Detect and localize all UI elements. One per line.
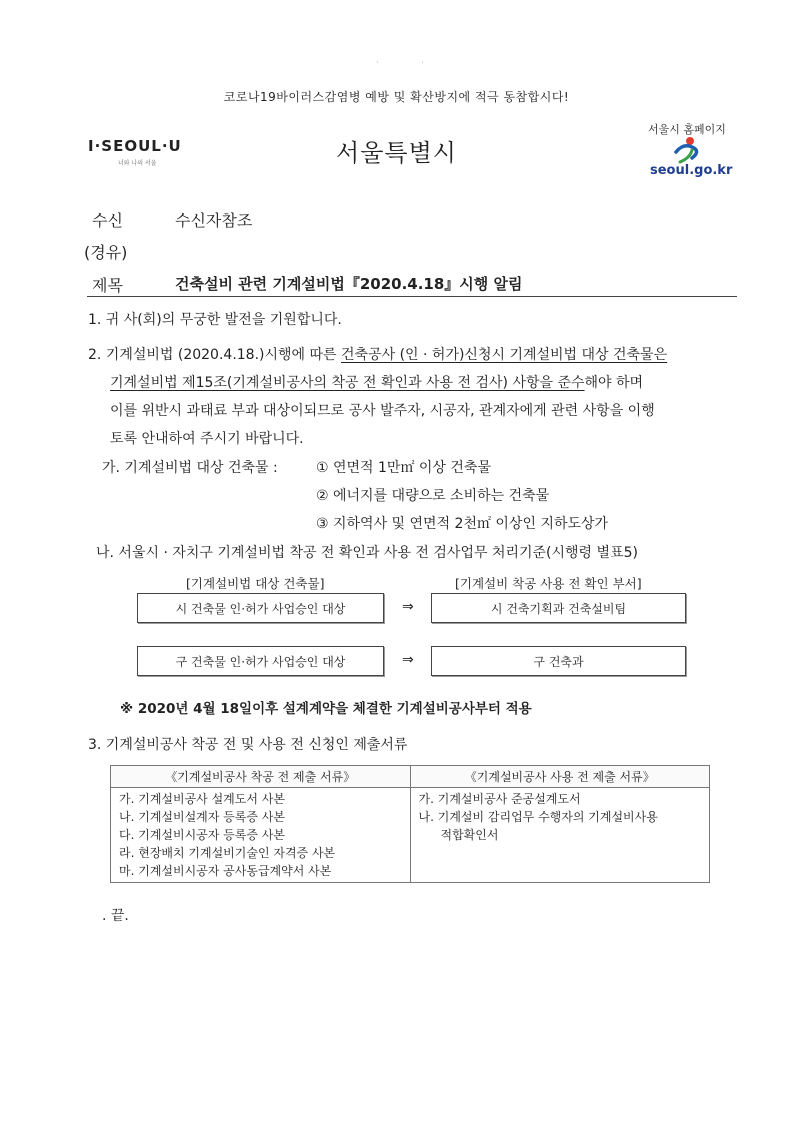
seoul-symbol-icon [670,136,704,164]
paragraph-1: 1. 귀 사(회)의 무궁한 발전을 기원합니다. [88,312,342,328]
flow-row-1-left: 시 건축물 인·허가 사업승인 대상 [137,593,384,623]
end-mark: . 끝. [102,908,129,924]
list-item: 나. 기계설비 감리업무 수행자의 기계설비사용 [418,810,658,824]
p2-l1b: 건축공사 (인 · 허가)신청시 기계설비법 대상 건축물은 [341,347,668,363]
scan-marks: · · [376,58,444,67]
p2-l1a: 2. 기계설비법 (2020.4.18.)시행에 따른 [88,347,342,363]
iseoulu-logo: I·SEOUL·U [88,137,182,155]
paragraph-2-line-2 [110,376,643,390]
table-row [111,788,710,883]
list-item: 가. 기계설비공사 준공설계도서 [418,792,581,806]
p2-l2a: 기계설비법 제15조(기계설비공사의 착공 전 확인과 사용 전 검사) 사항을 준수 [110,375,585,391]
recipient-value: 수신자참조 [175,211,253,230]
flow-row-2-right: 구 건축과 [431,646,686,676]
flow-row-1-arrow: ⇒ [402,599,414,615]
flow-right-header: [기계설비 착공 사용 전 확인 부서] [455,576,642,591]
list-item: 가. 기계설비공사 설계도서 사본 [119,792,285,806]
submission-documents-table [110,765,710,883]
subject-divider [87,296,737,297]
homepage-url[interactable]: seoul.go.kr [650,163,733,178]
ga-item-2: ② 에너지를 대량으로 소비하는 건축물 [316,488,550,504]
col2-cell [410,788,710,883]
subject-label: 제목 [92,276,123,295]
flow-left-header: [기계설비법 대상 건축물] [186,576,325,591]
col2-header: 《기계설비공사 사용 전 제출 서류》 [410,766,710,788]
list-item: 라. 현장배치 기계설비기술인 자격증 사본 [119,846,336,860]
paragraph-2-line-4: 토록 안내하여 주시기 바랍니다. [110,431,304,447]
recipient-label: 수신 [92,211,123,230]
campaign-banner: 코로나19바이러스감염병 예방 및 확산방지에 적극 동참합시다! [223,90,570,104]
list-item: 적합확인서 [440,828,499,842]
list-item: 마. 기계설비시공자 공사동급계약서 사본 [119,864,332,878]
col1-header: 《기계설비공사 착공 전 제출 서류》 [111,766,411,788]
iseoulu-logo-sub: 너와 나의 서울 [118,160,157,167]
p2-l2b: 해야 하며 [584,375,644,391]
paragraph-2-line-1 [88,348,667,362]
ga-item-1: ① 연면적 1만㎡ 이상 건축물 [316,460,491,476]
subject-value: 건축설비 관련 기계설비법『2020.4.18』시행 알림 [175,275,523,293]
flow-row-2-arrow: ⇒ [402,652,414,668]
applicability-notice: ※ 2020년 4월 18일이후 설계계약을 체결한 기계설비공사부터 적용 [120,701,532,717]
flow-row-1-right: 시 건축기획과 건축설비팀 [431,593,686,623]
na-text: 나. 서울시 · 자치구 기계설비법 착공 전 확인과 사용 전 검사업무 처리기준(시행령 별표5) [96,545,638,561]
ga-item-3: ③ 지하역사 및 연면적 2천㎡ 이상인 지하도상가 [316,516,609,532]
paragraph-3: 3. 기계설비공사 착공 전 및 사용 전 신청인 제출서류 [88,737,408,753]
paragraph-2-line-3: 이를 위반시 과태료 부과 대상이되므로 공사 발주자, 시공자, 관계자에게 관련 사항을 이행 [110,403,655,419]
table-header-row [111,766,710,788]
flow-row-2-left: 구 건축물 인·허가 사업승인 대상 [137,646,384,676]
via-label: (경유) [84,243,128,262]
ga-label: 가. 기계설비법 대상 건축물 : [102,460,278,476]
homepage-label: 서울시 홈페이지 [648,123,726,136]
list-item: 다. 기계설비시공자 등록증 사본 [119,828,285,842]
col1-cell [111,788,411,883]
list-item: 나. 기계설비설계자 등록증 사본 [119,810,285,824]
org-title: 서울특별시 [336,139,457,167]
